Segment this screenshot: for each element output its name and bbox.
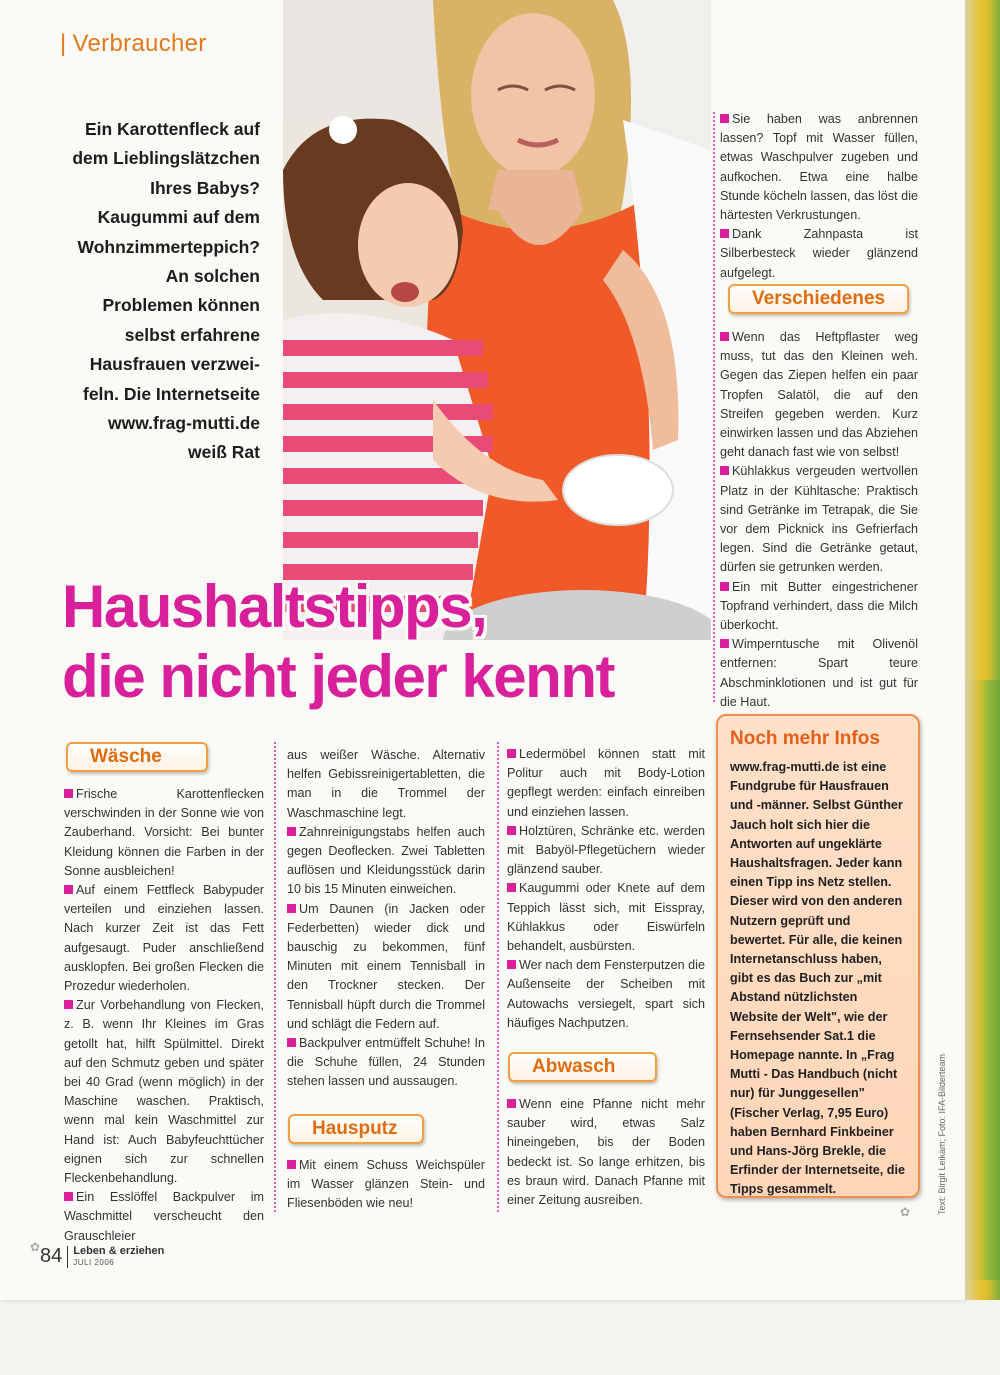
bullet-square-icon <box>287 827 296 836</box>
bullet-square-icon <box>720 582 729 591</box>
photo-credit: Text: Birgit Leikam; Foto: IFA-Bilderteam <box>937 1053 947 1215</box>
bullet-square-icon <box>287 1160 296 1169</box>
tip-paragraph: Auf einem Fettfleck Babypuder verteilen und einziehen lassen. Nach kurzer Zeit ist das Fett aufgesaugt. Puder anschließend ausklopfen. Bei großen Flecken die Prozedur wiederholen. <box>64 883 264 994</box>
intro-line: Wohnzimmerteppich? <box>77 236 260 257</box>
headline: Haushaltstipps, die nicht jeder kennt <box>62 573 614 710</box>
info-box-text: www.frag-mutti.de ist eine Fundgrube für Hausfrauen und -männer. Selbst Günther Jauch holt sich hier die Antworten auf ungeklärte Haushaltsfragen. Jeder kann einen Tipp ins Netz stellen. Dieser wird von den anderen Nutzern geprüft und bewertet. Für alle, die keinen Internetanschluss haben, gibt es das Buch zur „mit Abstand nützlichsten Website der Welt", wie der Fernsehsender Sat.1 die Homepage nannte. In „Frag Mutti - Das Handbuch (nicht nur) für Junggesellen" (Fischer Verlag, 7,95 Euro) haben Bernhard Finkbeiner und Hans-Jörg Brekle, die Erfinder der Internetseite, die Tipps gesammelt. <box>730 760 905 1197</box>
tip-paragraph: Wenn das Heftpflaster weg muss, tut das den Kleinen weh. Gegen das Ziepen helfen ein paar Tropfen Salatöl, die auf den Streifen gegeben werden. Kurz einwirken lassen und das Abziehen geht danach fast wie von selbst! <box>720 330 918 460</box>
issue-date: JULI 2006 <box>73 1257 115 1267</box>
bullet-square-icon <box>720 114 729 123</box>
magazine-title: Leben & erziehen <box>73 1244 165 1257</box>
bullet-square-icon <box>64 1192 73 1201</box>
tip-paragraph: Kaugummi oder Knete auf dem Teppich lässt sich, mit Eisspray, Kühlakkus oder Eiswürfeln behandelt, ausbürsten. <box>507 881 705 954</box>
bullet-square-icon <box>720 332 729 341</box>
section-tag: | Verbraucher <box>60 30 207 57</box>
bullet-square-icon <box>287 1038 296 1047</box>
tip-paragraph: Wenn eine Pfanne nicht mehr sauber wird, etwas Salz hineingeben, bis der Boden bedeckt ist. So lange erhitzen, bis es braun wird. Danach Pfanne mit einer Zeitung ausreiben. <box>507 1097 705 1208</box>
tip-paragraph: Ein Esslöffel Backpulver im Waschmittel verscheucht den Grauschleier <box>64 1190 264 1243</box>
bullet-square-icon <box>507 883 516 892</box>
bullet-square-icon <box>507 749 516 758</box>
bullet-square-icon <box>64 885 73 894</box>
intro-line: dem Lieblingslätzchen <box>72 148 260 169</box>
column-abwasch <box>507 1095 705 1210</box>
divider <box>713 112 715 702</box>
tip-paragraph: Holztüren, Schränke etc. werden mit Babyöl-Pflegetüchern wieder glänzend sauber. <box>507 823 705 877</box>
bullet-square-icon <box>287 904 296 913</box>
heading-waesche: Wäsche <box>66 742 208 772</box>
page-number: 84 <box>40 1245 63 1267</box>
tip-paragraph: Kühlakkus vergeuden wertvollen Platz in der Kühltasche: Praktisch sind Getränke im Tetrapak, die Sie vor dem Picknick ins Gefrierfach legen. Sind die Getränke getaut, dürfen sie getrunken werden. <box>720 464 918 575</box>
tip-paragraph: Um Daunen (in Jacken oder Federbetten) wieder dick und bauschig zu bekommen, fünf Minuten mit einem Tennisball in den Trockner stecken. Der Tennisball hüpft durch die Trommel und schlägt die Federn auf. <box>287 901 485 1031</box>
bullet-square-icon <box>720 466 729 475</box>
intro-line: Ihres Babys? <box>150 177 260 198</box>
tip-paragraph: Frische Karottenflecken verschwinden in der Sonne wie von Zauberhand. Vorsicht: Bei bunter Kleidung können die Farben in der Sonne ausbleichen! <box>64 787 264 878</box>
flower-ornament: ✿ <box>900 1205 911 1219</box>
tip-paragraph: Ledermöbel können statt mit Politur auch mit Body-Lotion gepflegt werden: einfach einreiben und einziehen lassen. <box>507 747 705 819</box>
page-edge-strip <box>965 0 1000 1300</box>
intro-line: www.frag-mutti.de <box>108 413 260 434</box>
heading-abwasch: Abwasch <box>508 1052 657 1082</box>
column-waesche <box>64 785 264 1246</box>
tip-paragraph: Mit einem Schuss Weichspüler im Wasser glänzen Stein- und Fliesenböden wie neu! <box>287 1158 485 1211</box>
column-verschiedenes <box>720 328 918 712</box>
tip-paragraph: Sie haben was anbrennen lassen? Topf mit Wasser füllen, etwas Waschpulver zugeben und aufkochen. Etwa eine halbe Stunde köcheln lassen, das löst die härtesten Verkrustungen. <box>720 112 918 223</box>
column-hausputz <box>287 1156 485 1214</box>
intro-line: Problemen können <box>102 295 260 316</box>
divider <box>497 742 499 1212</box>
flower-ornament: ✿ <box>30 1240 41 1254</box>
tip-paragraph: Backpulver entmüffelt Schuhe! In die Schuhe füllen, 24 Stunden stehen lassen und aussaugen. <box>287 1036 485 1089</box>
bullet-square-icon <box>507 1099 516 1108</box>
tip-paragraph: Ein mit Butter eingestrichener Topfrand verhindert, dass die Milch überkocht. <box>720 579 918 633</box>
heading-hausputz: Hausputz <box>288 1114 424 1144</box>
column-4 <box>720 110 918 283</box>
intro-text <box>40 115 260 468</box>
tip-paragraph: Dank Zahnpasta ist Silberbesteck wieder glänzend aufgelegt. <box>720 227 918 280</box>
tip-paragraph: Zahnreinigungstabs helfen auch gegen Deoflecken. Zwei Tabletten auflösen und Kleidungsstück darin 10 bis 15 Minuten einweichen. <box>287 824 485 897</box>
intro-line: Kaugummi auf dem <box>97 207 260 228</box>
info-box-title: Noch mehr Infos <box>730 728 880 749</box>
bullet-square-icon <box>720 229 729 238</box>
page-footer <box>40 1245 164 1268</box>
intro-line: Ein Karottenfleck auf <box>84 119 260 139</box>
column-3 <box>507 745 705 1033</box>
info-box <box>716 714 920 1198</box>
intro-line: Hausfrauen verzwei- <box>89 354 260 375</box>
bullet-square-icon <box>507 826 516 835</box>
bullet-square-icon <box>720 639 729 648</box>
intro-line: weiß Rat <box>188 442 260 463</box>
tip-paragraph: Wimperntusche mit Olivenöl entfernen: Spart teure Abschminklotionen und ist gut für die Haut. <box>720 637 918 709</box>
intro-line: selbst erfahrene <box>124 324 260 345</box>
photo-mother-daughter <box>283 0 711 640</box>
bullet-square-icon <box>64 789 73 798</box>
bullet-square-icon <box>64 1000 73 1009</box>
tip-paragraph: Zur Vorbehandlung von Flecken, z. B. wenn Ihr Kleines im Gras getollt hat, hilft Spülmittel. Direkt auf den Schmutz geben und später bei 40 Grad (wenn möglich) in der Maschine waschen. Praktisch, wenn mal kein Waschmittel zur Hand ist: Auch Babyfeuchttücher eignen sich zur schnellen Fleckenbehandlung. <box>64 998 264 1186</box>
intro-line: An solchen <box>165 266 260 287</box>
tip-paragraph: Wer nach dem Fensterputzen die Außenseite der Scheiben mit Autowachs versiegelt, spart sich häufiges Nachputzen. <box>507 958 705 1030</box>
divider <box>274 742 276 1212</box>
bullet-square-icon <box>507 960 516 969</box>
column-2: aus weißer Wäsche. Alternativ helfen Gebissreinigertabletten, die man in die Trommel der Waschmaschine legt. Zahnreinigungstabs helfen auch gegen Deoflecken. Zwei Tabletten auflösen und Kleidungsstück darin 10 bis 15 Minuten einweichen. Um Daunen (in Jacken oder Federbetten) wieder dick und bauschig zu bekommen, fünf Minuten mit einem Tennisball in den Trockner stecken. Der Tennisball hüpft durch die Trommel und schlägt die Federn auf. Backpulver entmüffelt Schuhe! In die Schuhe füllen, 24 Stunden stehen lassen und aussaugen. <box>287 746 485 1092</box>
heading-verschiedenes: Verschiedenes <box>728 284 909 314</box>
intro-line: feln. Die Internetseite <box>83 383 260 404</box>
